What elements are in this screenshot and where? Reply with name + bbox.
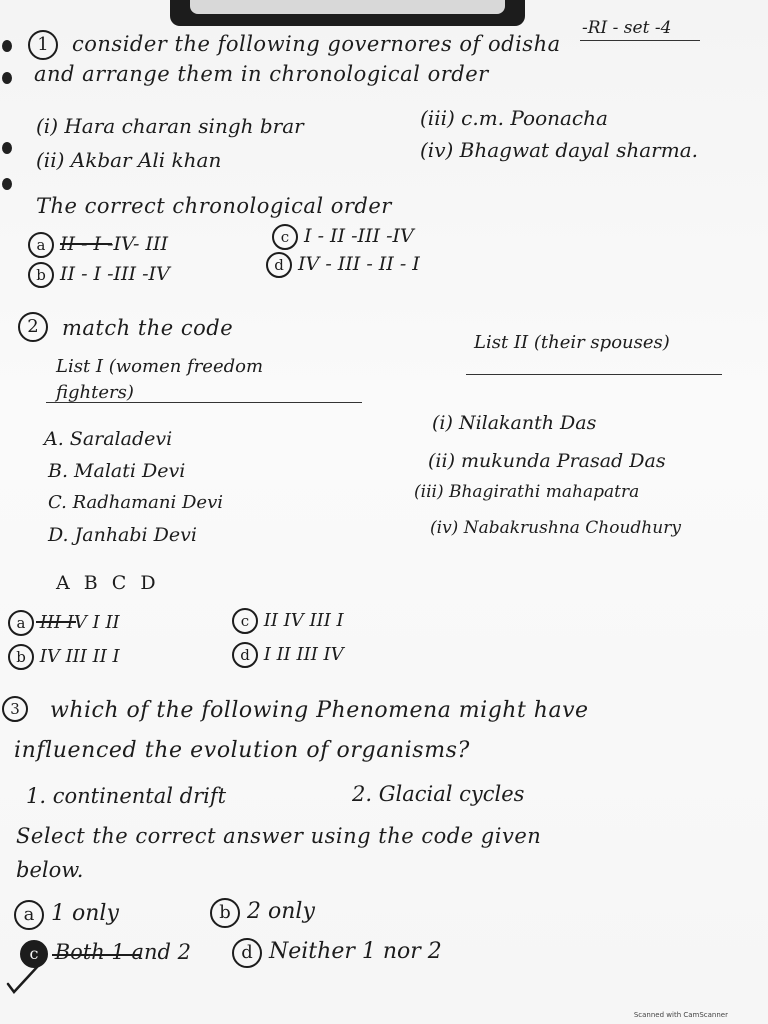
q3-item-1: 1. continental drift — [26, 784, 227, 808]
q3-option-a — [14, 900, 119, 930]
q1-option-a — [28, 232, 168, 258]
q3-option-b — [210, 898, 315, 928]
option-label-d: d — [266, 252, 292, 278]
q1-prompt: The correct chronological order — [36, 194, 392, 218]
option-label-c: c — [272, 224, 298, 250]
list1-item-c: C. Radhamani Devi — [48, 492, 223, 513]
q1-item-iv: (iv) Bhagwat dayal sharma. — [420, 138, 698, 162]
q1-option-b — [28, 262, 170, 288]
q1-item-ii: (ii) Akbar Ali khan — [36, 148, 222, 172]
q1-number: 1 — [28, 30, 58, 60]
tick-mark-icon — [4, 960, 44, 1000]
set-tag-underline — [580, 40, 700, 41]
clipboard-clip-highlight — [190, 0, 505, 14]
list1-item-b: B. Malati Devi — [48, 460, 186, 482]
q1-option-a-text: II - I -IV- III — [60, 233, 168, 255]
q3-instruction-line1: Select the correct answer using the code given — [16, 824, 542, 848]
list1-item-d: D. Janhabi Devi — [48, 524, 197, 546]
q3-text-line2: influenced the evolution of organisms? — [14, 738, 470, 763]
q2-option-b — [8, 644, 120, 670]
q1-item-iii: (iii) c.m. Poonacha — [420, 106, 608, 130]
option-label-d: d — [232, 938, 262, 968]
q2-option-c — [232, 608, 344, 634]
option-label-b: b — [210, 898, 240, 928]
q2-option-d — [232, 642, 344, 668]
q2-option-b-text: IV III II I — [39, 646, 120, 667]
list2-underline — [466, 374, 722, 375]
list1-title-line1: List I (women freedom — [56, 356, 264, 377]
q2-code-header: A B C D — [56, 572, 160, 594]
q3-option-d-text: Neither 1 nor 2 — [269, 939, 442, 964]
q2-text: match the code — [62, 316, 234, 340]
option-label-a: a — [28, 232, 54, 258]
list2-item-iii: (iii) Bhagirathi mahapatra — [414, 482, 640, 502]
q3-option-a-text: 1 only — [51, 901, 119, 926]
q1-text-line1: consider the following governores of odisha — [72, 32, 561, 56]
q3-option-b-text: 2 only — [247, 899, 315, 924]
q2-option-c-text: II IV III I — [263, 610, 344, 631]
binder-ring — [2, 40, 12, 52]
option-label-d: d — [232, 642, 258, 668]
q3-number: 3 — [2, 696, 28, 722]
list1-underline — [46, 402, 362, 403]
set-tag: -RI - set -4 — [582, 18, 672, 38]
binder-ring — [2, 142, 12, 154]
binder-ring — [2, 178, 12, 190]
binder-ring — [2, 72, 12, 84]
list2-item-i: (i) Nilakanth Das — [432, 412, 597, 434]
option-label-a: a — [14, 900, 44, 930]
option-label-c: c — [232, 608, 258, 634]
option-label-b: b — [28, 262, 54, 288]
q1-text-line2: and arrange them in chronological order — [34, 62, 489, 86]
list1-item-a: A. Saraladevi — [44, 428, 173, 450]
q1-item-i: (i) Hara charan singh brar — [36, 114, 304, 138]
q2-option-a-text: III IV I II — [39, 612, 120, 633]
list2-title: List II (their spouses) — [474, 332, 670, 353]
q1-option-d-text: IV - III - II - I — [298, 253, 420, 275]
q2-option-a-strike — [36, 621, 76, 623]
q3-option-d — [232, 938, 442, 968]
q1-option-d — [266, 252, 420, 278]
option-label-b: b — [8, 644, 34, 670]
q1-option-a-strike — [60, 243, 112, 245]
list2-item-ii: (ii) mukunda Prasad Das — [428, 450, 666, 472]
q2-number: 2 — [18, 312, 48, 342]
q2-option-a — [8, 610, 120, 636]
list1-title-line2: fighters) — [56, 382, 134, 403]
list2-item-iv: (iv) Nabakrushna Choudhury — [430, 518, 681, 538]
q3-option-c-strike — [52, 954, 140, 956]
scanner-watermark: Scanned with CamScanner — [633, 1011, 728, 1019]
q3-option-c-text: Both 1 and 2 — [54, 940, 191, 964]
q1-option-c-text: I - II -III -IV — [304, 225, 414, 247]
q1-option-c — [272, 224, 414, 250]
option-label-c-selected: c — [20, 940, 48, 968]
q2-option-d-text: I II III IV — [263, 644, 344, 665]
q1-option-b-text: II - I -III -IV — [60, 263, 170, 285]
q3-item-2: 2. Glacial cycles — [352, 782, 525, 806]
q3-text-line1: which of the following Phenomena might have — [50, 698, 589, 723]
option-label-a: a — [8, 610, 34, 636]
q3-instruction-line2: below. — [16, 858, 84, 882]
